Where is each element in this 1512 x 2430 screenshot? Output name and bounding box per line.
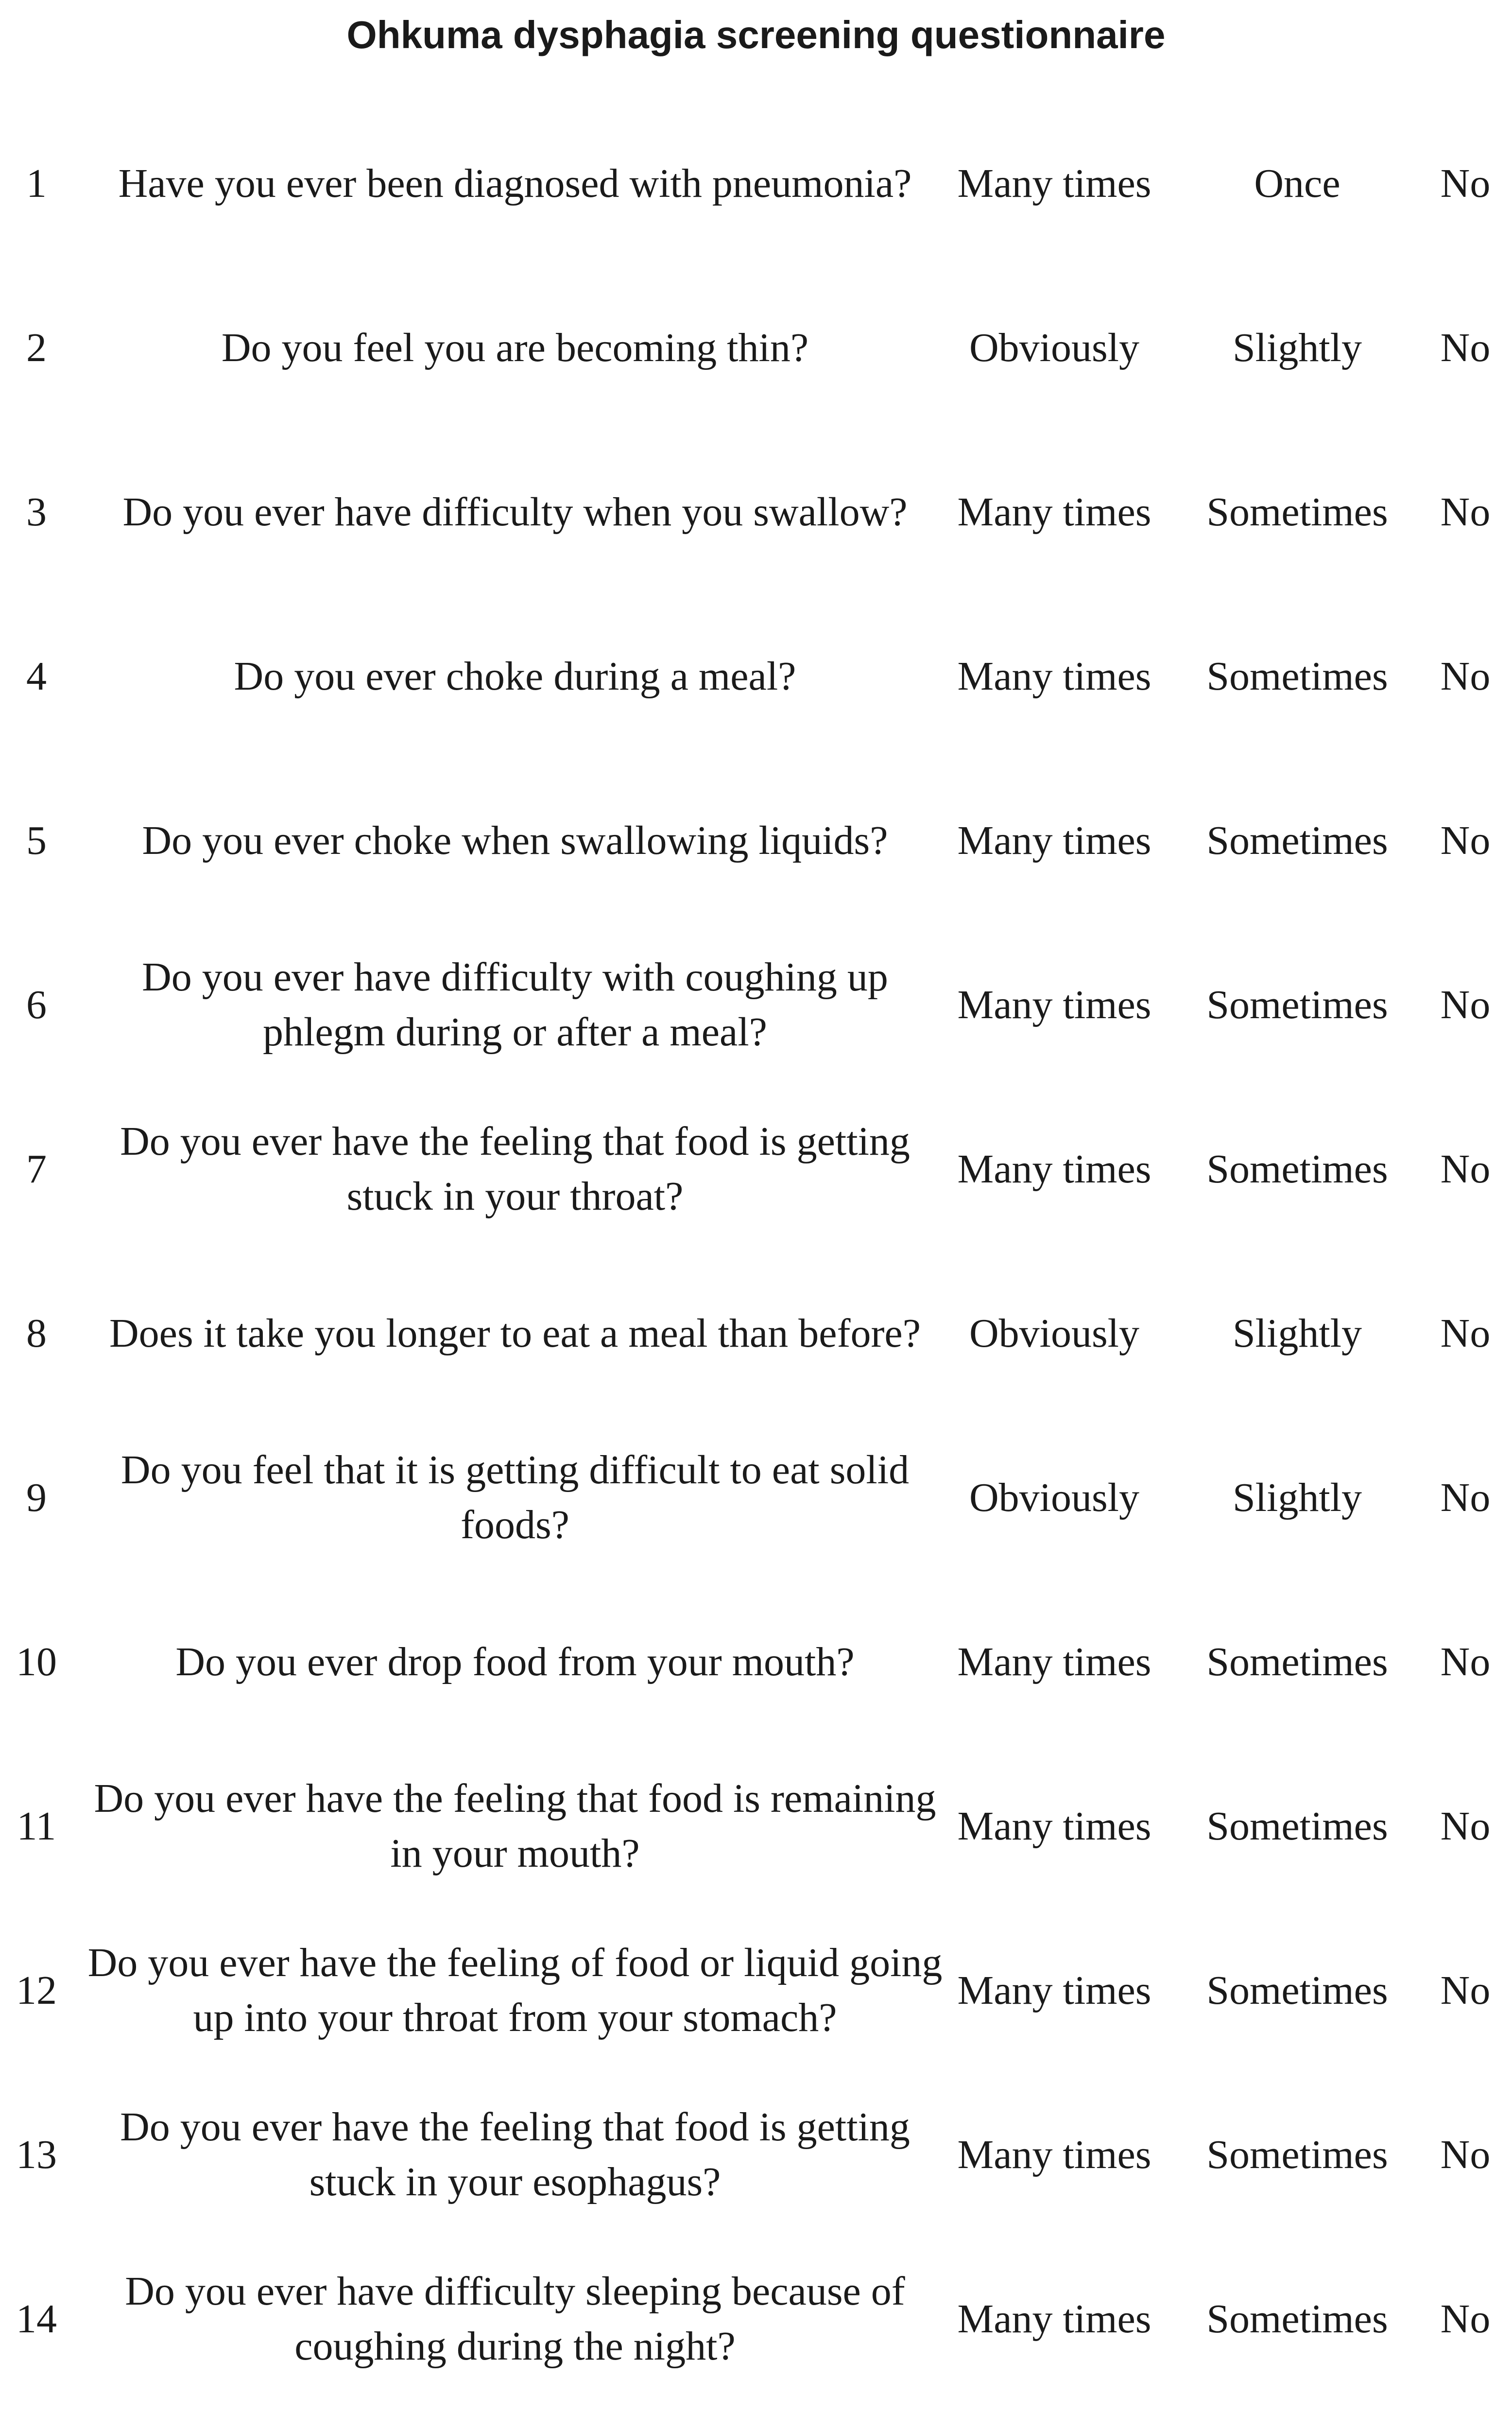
answer-option[interactable]: No bbox=[1440, 1475, 1491, 1520]
answer-option[interactable]: Many times bbox=[957, 489, 1151, 535]
answer-option[interactable]: No bbox=[1440, 1310, 1491, 1356]
answer-option[interactable] bbox=[1419, 2415, 1512, 2430]
answer-option[interactable]: Sometimes bbox=[1206, 653, 1388, 699]
question-row bbox=[0, 444, 1512, 580]
question-number: 8 bbox=[26, 1310, 47, 1356]
question-number: 3 bbox=[26, 489, 47, 535]
answer-option[interactable]: No bbox=[1440, 160, 1491, 206]
question-row bbox=[0, 1101, 1512, 1237]
answer-option[interactable]: Obviously bbox=[969, 325, 1140, 370]
question-text: Do you ever choke during a meal? bbox=[234, 653, 796, 699]
question-row bbox=[0, 772, 1512, 908]
answer-option[interactable]: Sometimes bbox=[1206, 2296, 1388, 2342]
answer-option[interactable]: Many times bbox=[957, 653, 1151, 699]
answer-option[interactable]: Many times bbox=[957, 1146, 1151, 1192]
question-text: Do you ever have difficulty when you swallow? bbox=[122, 489, 908, 535]
question-number bbox=[0, 2415, 73, 2430]
answer-option[interactable]: No bbox=[1440, 653, 1491, 699]
answer-option[interactable]: No bbox=[1440, 1803, 1491, 1849]
question-text bbox=[87, 2415, 943, 2430]
answer-option[interactable]: Sometimes bbox=[1206, 489, 1388, 535]
question-text: Do you ever drop food from your mouth? bbox=[175, 1639, 855, 1684]
question-number: 7 bbox=[26, 1146, 47, 1192]
answer-option[interactable]: Many times bbox=[957, 982, 1151, 1027]
question-number: 11 bbox=[17, 1803, 56, 1849]
question-text: Do you ever have the feeling of food or liquid going up into your throat from your stomach? bbox=[87, 1940, 943, 2040]
answer-option[interactable]: Sometimes bbox=[1206, 1803, 1388, 1849]
question-row bbox=[0, 115, 1512, 251]
answer-option[interactable]: Sometimes bbox=[1206, 1639, 1388, 1684]
answer-option[interactable]: Slightly bbox=[1232, 1310, 1362, 1356]
question-number: 2 bbox=[26, 325, 47, 370]
answer-option[interactable]: No bbox=[1440, 2132, 1491, 2177]
question-row bbox=[0, 1594, 1512, 1730]
question-number: 10 bbox=[16, 1639, 57, 1684]
question-number: 5 bbox=[26, 817, 47, 863]
answer-option[interactable]: Once bbox=[1254, 160, 1340, 206]
answer-option[interactable]: Many times bbox=[957, 817, 1151, 863]
answer-option[interactable]: Sometimes bbox=[1206, 1967, 1388, 2013]
question-number: 9 bbox=[26, 1475, 47, 1520]
answer-option[interactable]: Slightly bbox=[1232, 1475, 1362, 1520]
answer-option[interactable] bbox=[1176, 2415, 1419, 2430]
answer-option[interactable]: No bbox=[1440, 1146, 1491, 1192]
answer-option[interactable]: Many times bbox=[957, 2296, 1151, 2342]
question-row bbox=[0, 1758, 1512, 1894]
question-text: Do you ever have the feeling that food is getting stuck in your throat? bbox=[120, 1119, 910, 1219]
question-row bbox=[0, 1922, 1512, 2058]
question-text: Have you ever been diagnosed with pneumonia? bbox=[118, 160, 912, 206]
question-row bbox=[0, 2251, 1512, 2387]
answer-option[interactable]: Many times bbox=[957, 2132, 1151, 2177]
question-number: 12 bbox=[16, 1967, 57, 2013]
answer-option[interactable]: No bbox=[1440, 817, 1491, 863]
question-row bbox=[0, 1429, 1512, 1565]
question-text: Does it take you longer to eat a meal than before? bbox=[109, 1310, 921, 1356]
question-row bbox=[0, 2086, 1512, 2222]
question-text: Do you ever have the feeling that food is remaining in your mouth? bbox=[94, 1776, 936, 1876]
answer-option[interactable]: No bbox=[1440, 1639, 1491, 1684]
answer-option[interactable]: No bbox=[1440, 1967, 1491, 2013]
question-text: Do you feel that it is getting difficult to eat solid foods? bbox=[120, 1447, 910, 1547]
question-row bbox=[0, 937, 1512, 1073]
question-number: 4 bbox=[26, 653, 47, 699]
question-row bbox=[0, 2415, 1512, 2430]
answer-option[interactable]: Sometimes bbox=[1206, 2132, 1388, 2177]
page-title: Ohkuma dysphagia screening questionnaire bbox=[346, 13, 1166, 56]
question-number: 14 bbox=[16, 2296, 57, 2342]
question-text: Do you ever have difficulty with coughing up phlegm during or after a meal? bbox=[142, 955, 888, 1055]
answer-option[interactable]: Sometimes bbox=[1206, 1146, 1388, 1192]
answer-option[interactable] bbox=[940, 2415, 1168, 2430]
question-row bbox=[0, 1265, 1512, 1401]
answer-option[interactable]: No bbox=[1440, 2296, 1491, 2342]
answer-option[interactable]: Obviously bbox=[969, 1310, 1140, 1356]
question-text: Do you ever choke when swallowing liquids? bbox=[142, 817, 888, 863]
answer-option[interactable]: Slightly bbox=[1232, 325, 1362, 370]
answer-option[interactable]: No bbox=[1440, 982, 1491, 1027]
question-row bbox=[0, 608, 1512, 744]
question-number: 6 bbox=[26, 982, 47, 1027]
answer-option[interactable]: Sometimes bbox=[1206, 817, 1388, 863]
question-text: Do you ever have difficulty sleeping because of coughing during the night? bbox=[125, 2269, 905, 2369]
answer-option[interactable]: Many times bbox=[957, 1967, 1151, 2013]
question-text: Do you feel you are becoming thin? bbox=[221, 325, 809, 370]
question-text: Do you ever have the feeling that food is getting stuck in your esophagus? bbox=[120, 2104, 910, 2204]
answer-option[interactable]: Sometimes bbox=[1206, 982, 1388, 1027]
answer-option[interactable]: No bbox=[1440, 489, 1491, 535]
question-number: 13 bbox=[16, 2132, 57, 2177]
answer-option[interactable]: Many times bbox=[957, 1803, 1151, 1849]
answer-option[interactable]: Obviously bbox=[969, 1475, 1140, 1520]
question-number: 1 bbox=[26, 160, 47, 206]
answer-option[interactable]: Many times bbox=[957, 1639, 1151, 1684]
question-row bbox=[0, 279, 1512, 416]
answer-option[interactable]: No bbox=[1440, 325, 1491, 370]
answer-option[interactable]: Many times bbox=[957, 160, 1151, 206]
